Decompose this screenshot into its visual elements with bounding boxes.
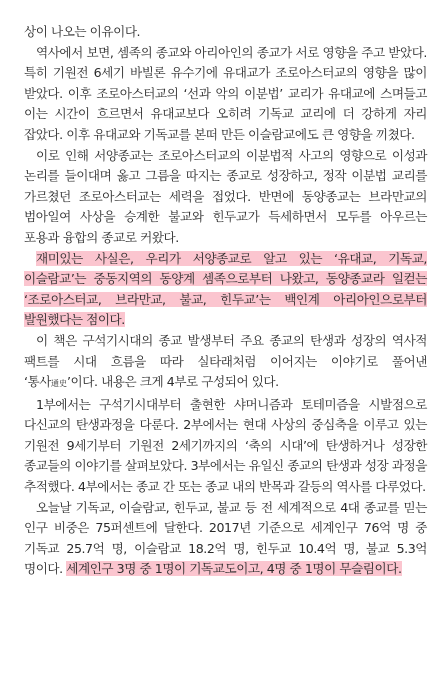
text-segment: 오늘날 기독교, 이슬람교, 힌두교, 불교 등 전 세계적으로 4대 종교를 믿는 인구 비중은 75퍼센트에 달한다. 2017년 기준으로 세계인구 76억 명 중 기독교 25.7억 명, 이슬람교 18.2억 명, 힌두교 10.4억 명, 불교 5.3억 명이다. [24, 499, 427, 577]
paragraph-6 [24, 395, 427, 498]
text-segment: 이로 인해 서양종교는 조로아스터교의 이분법적 사고의 영향으로 이성과 논리를 들이대며 옳고 그름을 따지는 종교로 성장하고, 정작 이분법 교리를 가르쳤던 조로아스터교는 세력을 접었다. 반면에 동양종교는 브라만교의 범아일여 사상을 승계한 불교와 힌두교가 득세하면서 모두를 아우르는 포용과 융합의 종교로 커왔다. [24, 147, 427, 245]
text-segment: 1부에서는 구석기시대부터 출현한 샤머니즘과 토테미즘을 시발점으로 다신교의 탄생과정을 다룬다. 2부에서는 현대 사상의 중심축을 이루고 있는 기원전 9세기부터 기원전 2세기까지의 ‘축의 시대’에 탄생하거나 성장한 종교들의 이야기를 살펴보았다. 3부에서는 유일신 종교의 탄생과 성장 과정을 추적했다. 4부에서는 종교 간 또는 종교 내의 반목과 갈등의 역사를 다루었다. [24, 396, 427, 495]
text-segment: 역사에서 보면, 셈족의 종교와 아리아인의 종교가 서로 영향을 주고 받았다. 특히 기원전 6세기 바빌론 유수기에 유대교가 조로아스터교의 영향을 많이 받았다. 이후 조로아스터교의 ‘선과 악의 이분법’ 교리가 유대교에 스며들고 이는 시간이 흐르면서 유대교보다 오히려 기독교 교리에 더 강하게 자리 잡았다. 이후 유대교와 기독교를 본떠 만든 이슬람교에도 큰 영향을 끼쳤다. [24, 44, 427, 142]
paragraph-4 [24, 249, 427, 331]
highlighted-text: 재미있는 사실은, 우리가 서양종교로 알고 있는 ‘유대교, 기독교, 이슬람교’는 중동지역의 동양계 셈족으로부터 나왔고, 동양종교라 일컫는 ‘조로아스터교, 브라만교, 불교, 힌두교’는 백인계 아리아인으로부터 발원했다는 점이다. [24, 250, 427, 328]
paragraph-7 [24, 498, 427, 580]
paragraph-1 [24, 22, 427, 43]
text-segment: ’이다. 내용은 크게 4부로 구성되어 있다. [66, 374, 279, 390]
paragraph-2 [24, 43, 427, 146]
highlighted-text: 세계인구 3명 중 1명이 기독교도이고, 4명 중 1명이 무슬림이다. [66, 561, 402, 577]
text-segment: 상이 나오는 이유이다. [24, 24, 141, 39]
text-segment: 이 책은 구석기시대의 종교 발생부터 주요 종교의 탄생과 성장의 역사적 팩트를 시대 흐름을 따라 실타래처럼 이어지는 이야기로 풀어낸 ‘통사 [24, 332, 427, 390]
hanja-annotation: 通史 [50, 379, 67, 389]
paragraph-3 [24, 146, 427, 249]
paragraph-5 [24, 331, 427, 395]
